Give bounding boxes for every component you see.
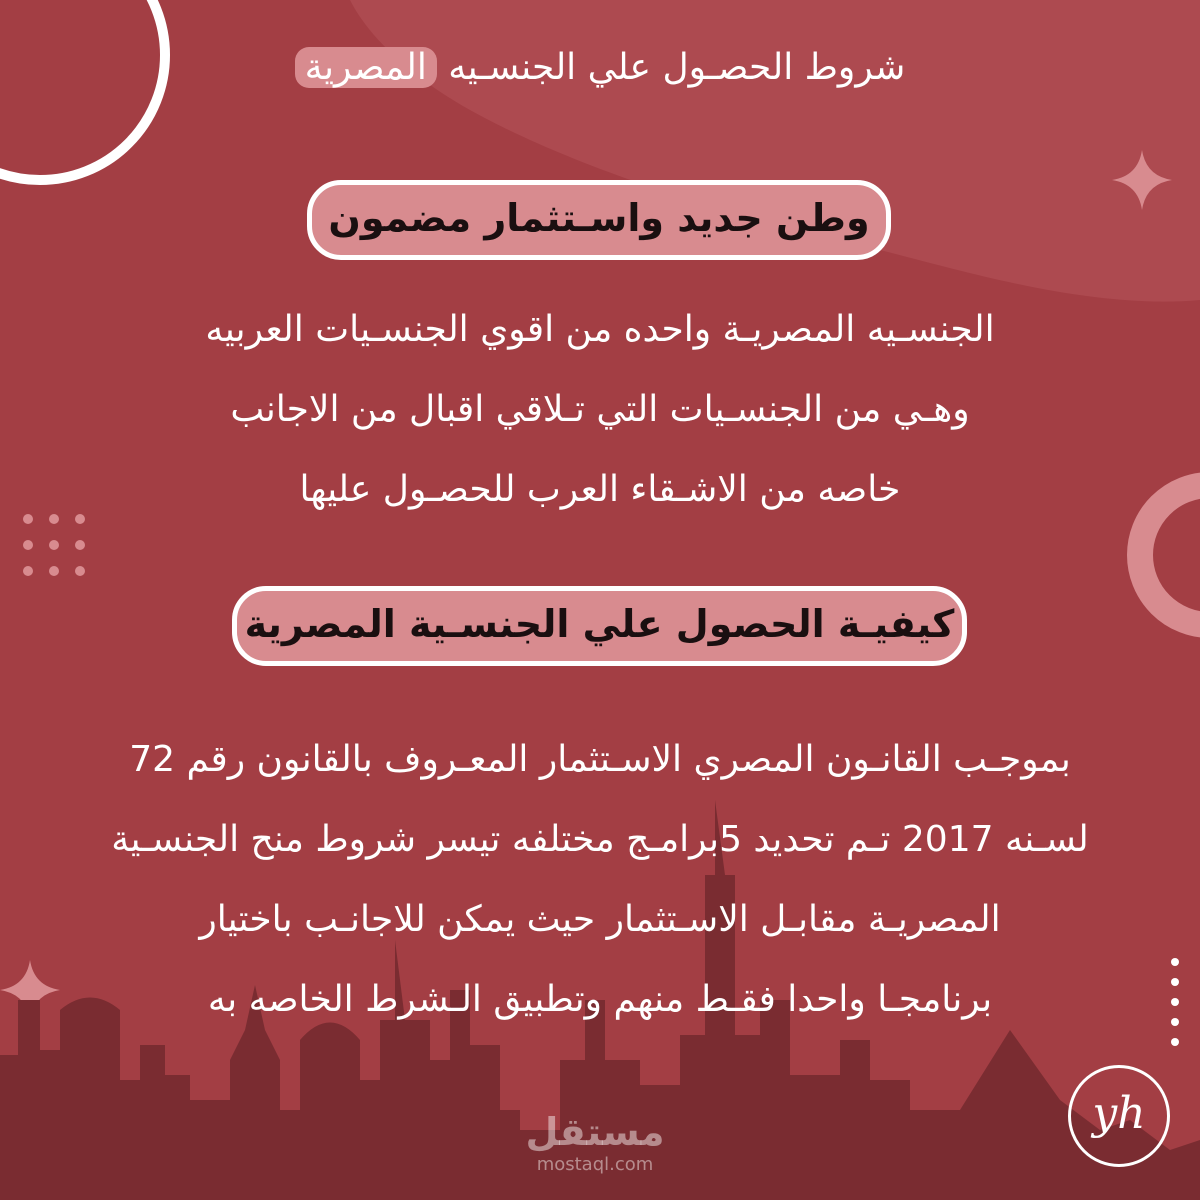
paragraph-line: المصريـة مقابـل الاسـتثمار حيث يمكن للاجانـب باختيار <box>199 899 1001 940</box>
paragraph-line: برنامجـا واحدا فقـط منهم وتطبيق الـشرط الخاصه به <box>207 979 993 1020</box>
paragraph-line: بموجـب القانـون المصري الاسـتثمار المعـروف بالقانون رقم 72 <box>129 739 1071 780</box>
section1-heading: وطن جديد واسـتثمار مضمون <box>307 180 891 260</box>
title-highlight: المصرية <box>295 47 437 88</box>
paragraph-line: وهـي من الجنسـيات التي تـلاقي اقبال من الاجانب <box>230 389 970 430</box>
paragraph-line: لسـنه 2017 تـم تحديد 5برامـج مختلفه تيسر شروط منح الجنسـية <box>111 819 1089 860</box>
watermark <box>505 1110 685 1176</box>
watermark-arabic: مستقل <box>525 1110 665 1154</box>
watermark-latin: mostaql.com <box>536 1154 654 1175</box>
section2-paragraph <box>0 720 1200 1040</box>
logo-text: yh <box>1092 1088 1146 1139</box>
section1-paragraph <box>0 290 1200 530</box>
paragraph-line: خاصه من الاشـقاء العرب للحصـول عليها <box>299 469 901 510</box>
section2-heading: كيفيـة الحصول علي الجنسـية المصرية <box>232 586 967 666</box>
page-title <box>0 38 1200 98</box>
title-text: شروط الحصـول علي الجنسـيه <box>448 47 906 88</box>
paragraph-line: الجنسـيه المصريـة واحده من اقوي الجنسـيات العربيه <box>205 309 995 350</box>
yh-monogram-icon <box>1068 1065 1170 1167</box>
